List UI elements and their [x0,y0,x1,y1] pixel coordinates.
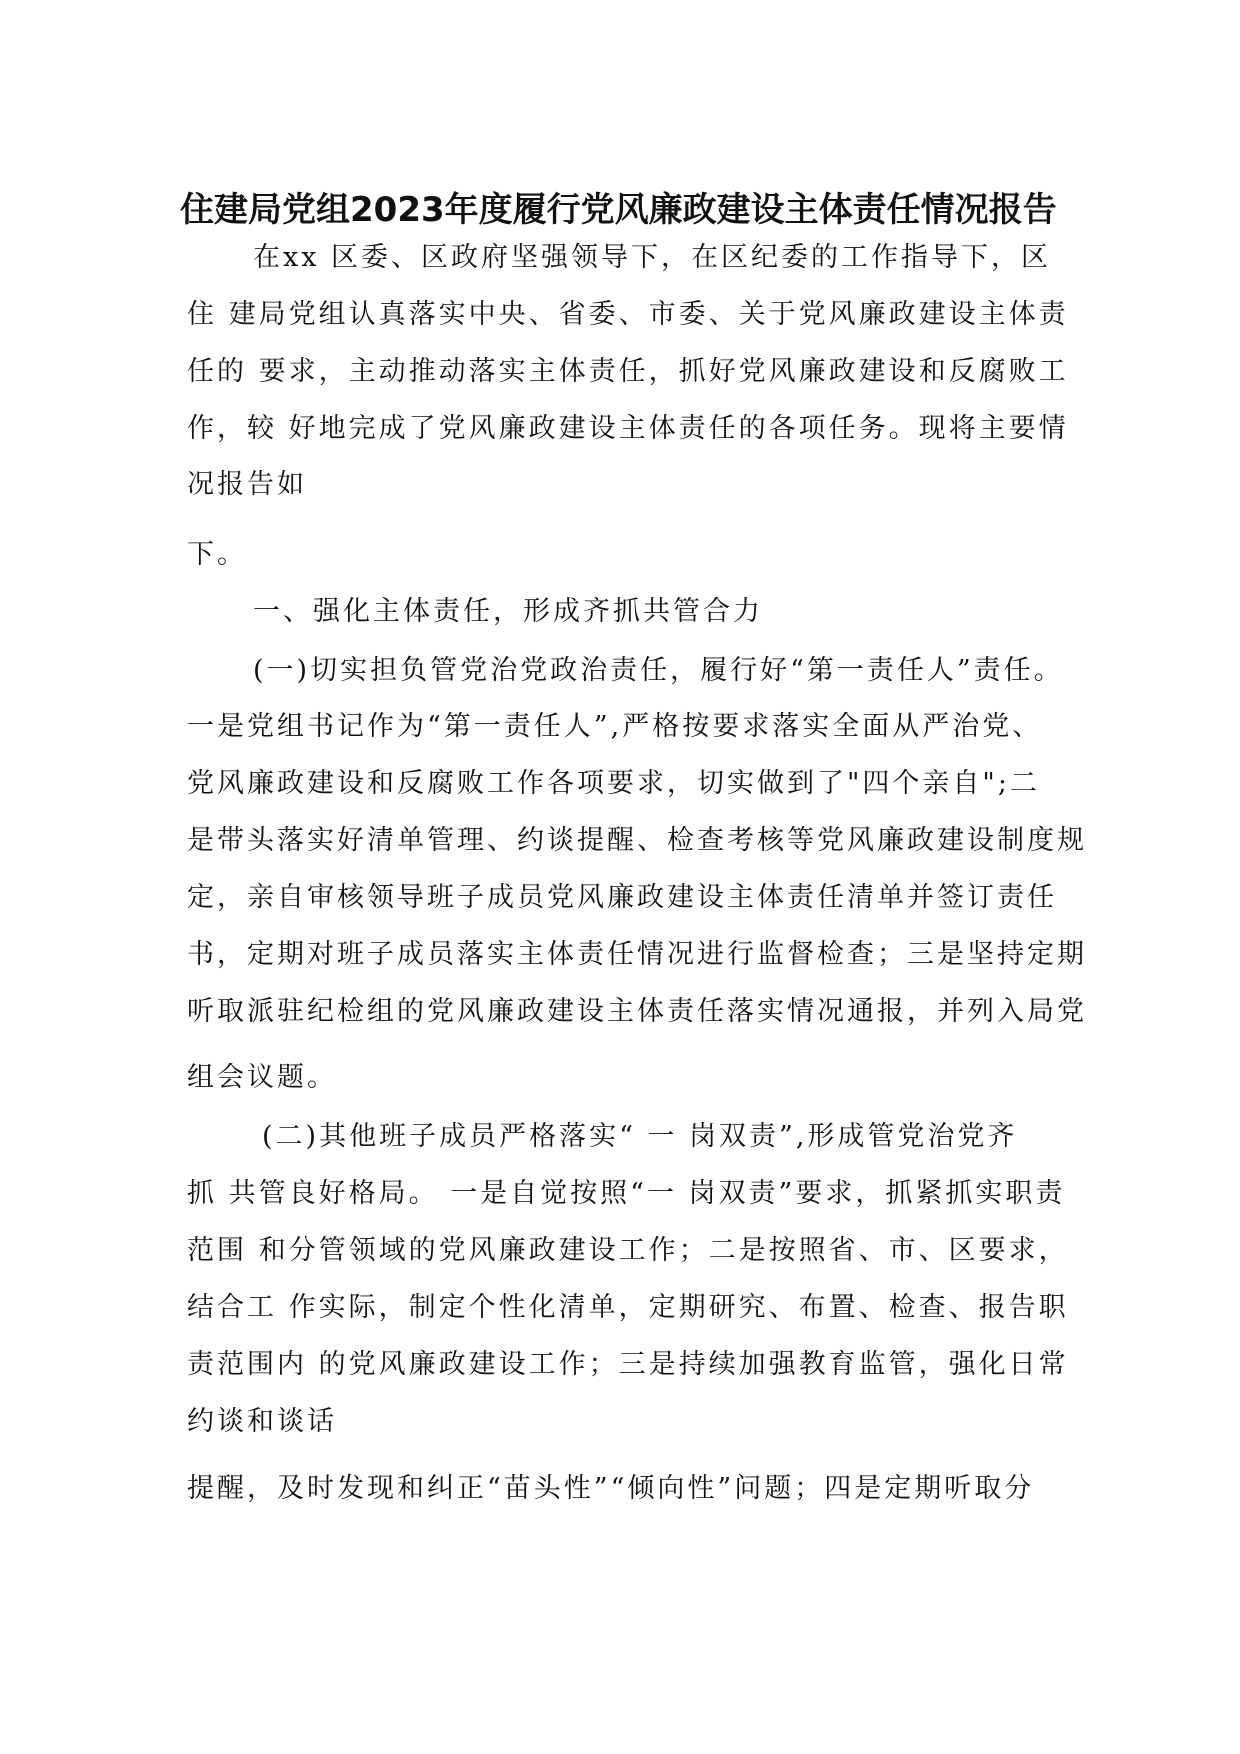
paragraph-line: 是带头落实好清单管理、约谈提醒、检查考核等党风廉政建设制度规 [187,825,1087,856]
paragraph-line: 住 建局党组认真落实中央、省委、市委、关于党风廉政建设主体责 [187,299,1069,330]
paragraph-line: 听取派驻纪检组的党风廉政建设主体责任落实情况通报，并列入局党 [187,996,1087,1027]
paragraph-line: 结合工 作实际，制定个性化清单，定期研究、布置、检查、报告职 [187,1292,1069,1323]
paragraph-line: 约谈和谈话 [187,1406,337,1437]
paragraph-line: 范围 和分管领域的党风廉政建设工作；二是按照省、市、区要求， [187,1235,1069,1266]
subsection-heading: (二)其他班子成员严格落实“ 一 岗双责”,形成管党治党齐 [262,1121,1018,1152]
paragraph-line: 党风廉政建设和反腐败工作各项要求，切实做到了"四个亲自";二 [187,768,1040,799]
paragraph-line: 定，亲自审核领导班子成员党风廉政建设主体责任清单并签订责任 [187,882,1057,913]
paragraph-line: 书，定期对班子成员落实主体责任情况进行监督检查；三是坚持定期 [187,939,1087,970]
section-heading: 一、强化主体责任，形成齐抓共管合力 [253,596,763,627]
paragraph-line: 在xx 区委、区政府坚强领导下，在区纪委的工作指导下，区 [253,242,1052,273]
paragraph-line: 责范围内 的党风廉政建设工作；三是持续加强教育监管，强化日常 [187,1349,1069,1380]
paragraph-line: 抓 共管良好格局。 一是自觉按照“一 岗双责”要求，抓紧抓实职责 [187,1178,1066,1209]
document-title: 住建局党组2023年度履行党风廉政建设主体责任情况报告 [180,190,1057,230]
paragraph-line: 况报告如 [187,469,307,500]
paragraph-line: 一是党组书记作为“第一责任人”,严格按要求落实全面从严治党、 [187,711,1043,742]
paragraph-line: 提醒，及时发现和纠正“苗头性”“倾向性”问题；四是定期听取分 [187,1473,1035,1504]
subsection-heading: (一)切实担负管党治党政治责任，履行好“第一责任人”责任。 [253,655,1064,686]
paragraph-line: 任的 要求，主动推动落实主体责任，抓好党风廉政建设和反腐败工 [187,356,1069,387]
paragraph-line: 下。 [187,539,247,570]
paragraph-line: 作，较 好地完成了党风廉政建设主体责任的各项任务。现将主要情 [187,413,1069,444]
paragraph-line: 组会议题。 [187,1062,337,1093]
